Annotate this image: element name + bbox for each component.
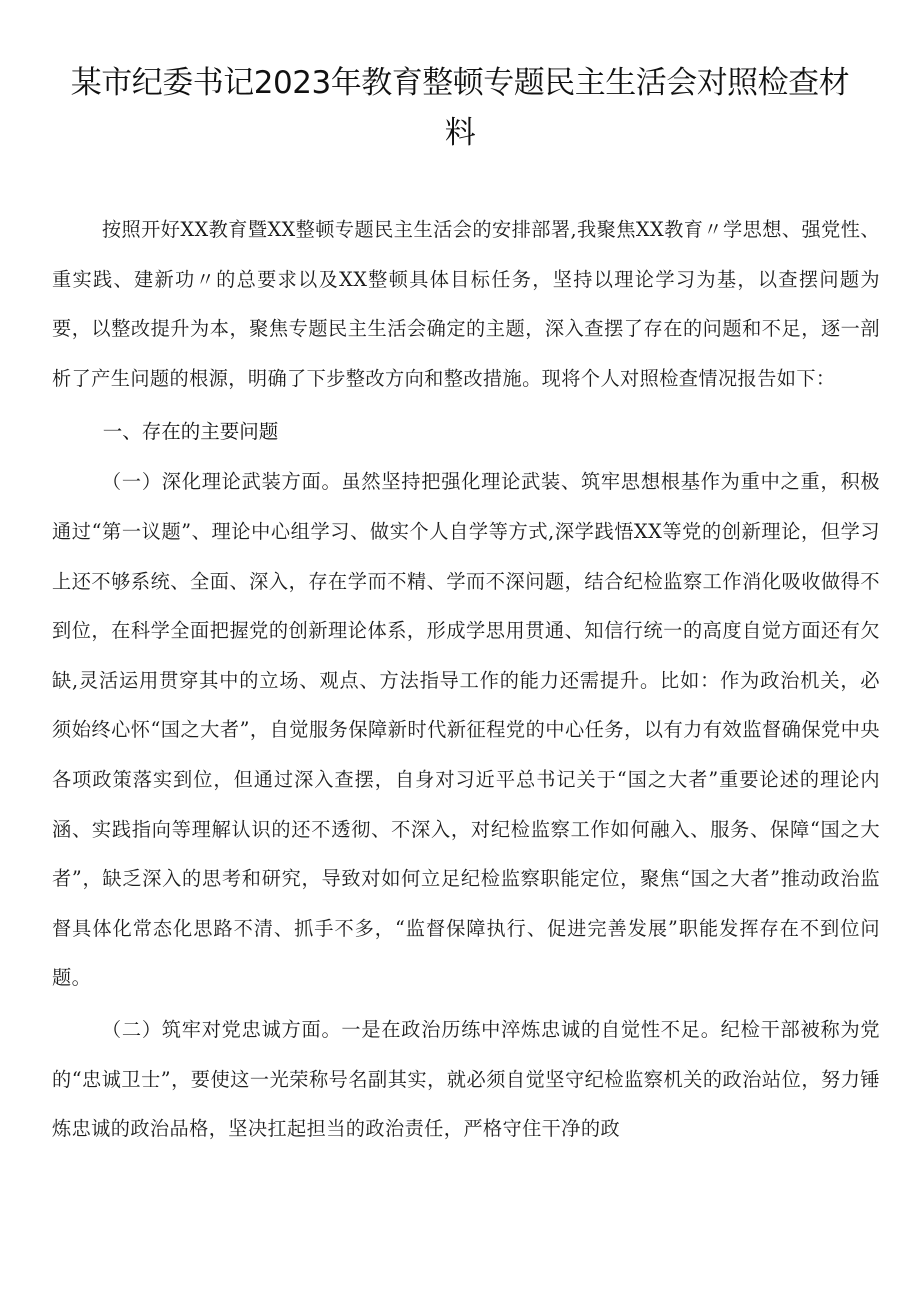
paragraph-theory-study: （一）深化理论武装方面。虽然坚持把强化理论武装、筑牢思想根基作为重中之重，积极通过“第一议题”、理论中心组学习、做实个人自学等方式,深学践悟XX等党的创新理论，但学习上还不够系统、全面、深入，存在学而不精、学而不深问题，结合纪检监察工作消化吸收做得不到位，在科学全面把握党的创新理论体系，形成学思用贯通、知信行统一的高度自觉方面还有欠缺,灵活运用贯穿其中的立场、观点、方法指导工作的能力还需提升。比如：作为政治机关，必须始终心怀“国之大者”，自觉服务保障新时代新征程党的中心任务，以有力有效监督确保党中央各项政策落实到位，但通过深入查摆，自身对习近平总书记关于“国之大者”重要论述的理论内涵、实践指向等理解认识的还不透彻、不深入，对纪检监察工作如何融入、服务、保障“国之大者”，缺乏深入的思考和研究，导致对如何立足纪检监察职能定位，聚焦“国之大者”推动政治监督具体化常态化思路不清、抓手不多，“监督保障执行、促进完善发展”职能发挥存在不到位问题。 xyxy=(52,470,880,990)
section-heading-main-problems: 一、存在的主要问题 xyxy=(102,420,279,444)
paragraph-party-loyalty: （二）筑牢对党忠诚方面。一是在政治历练中淬炼忠诚的自觉性不足。纪检干部被称为党的“忠诚卫士”，要使这一光荣称号名副其实，就必须自觉坚守纪检监察机关的政治站位，努力锤炼忠诚的政治品格，坚决扛起担当的政治责任，严格守住干净的政 xyxy=(52,1017,880,1141)
intro-paragraph: 按照开好XX教育暨XX整顿专题民主生活会的安排部署,我聚焦XX教育〃学思想、强党性、重实践、建新功〃的总要求以及XX整顿具体目标任务，坚持以理论学习为基，以查摆问题为要，以整改提升为本，聚焦专题民主生活会确定的主题，深入查摆了存在的问题和不足，逐一剖析了产生问题的根源，明确了下步整改方向和整改措施。现将个人对照检查情况报告如下： xyxy=(52,218,880,390)
document-title: 某市纪委书记2023年教育整顿专题民主生活会对照检查材料 xyxy=(70,65,850,151)
document-body xyxy=(52,205,880,1154)
